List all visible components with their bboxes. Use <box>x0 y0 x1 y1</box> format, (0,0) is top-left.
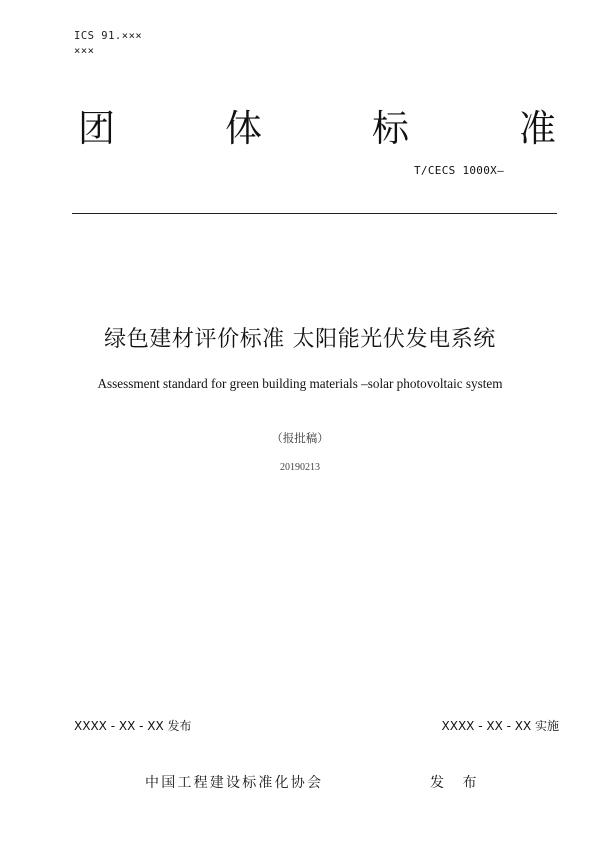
english-title: Assessment standard for green building materials –solar photovoltaic system <box>97 376 503 391</box>
publish-date: XXXX - XX - XX 发布 <box>74 719 192 733</box>
document-type-title <box>78 106 556 152</box>
implement-date: XXXX - XX - XX 实施 <box>441 719 559 733</box>
title-char-2: 体 <box>225 107 262 150</box>
draft-date: 20190213 <box>280 462 320 473</box>
title-char-4: 准 <box>519 107 556 150</box>
draft-status: （报批稿） <box>271 431 329 445</box>
publish-label: 发 布 <box>430 775 484 791</box>
title-char-1: 团 <box>78 107 115 150</box>
ccs-code: ××× <box>74 45 95 57</box>
divider-line <box>72 213 557 214</box>
issuing-organization: 中国工程建设标准化协会 <box>145 775 324 791</box>
standard-code: T/CECS 1000X— <box>414 164 504 177</box>
title-char-3: 标 <box>372 107 409 150</box>
ics-code: ICS 91.××× <box>74 30 143 42</box>
chinese-title: 绿色建材评价标准 太阳能光伏发电系统 <box>104 327 496 352</box>
